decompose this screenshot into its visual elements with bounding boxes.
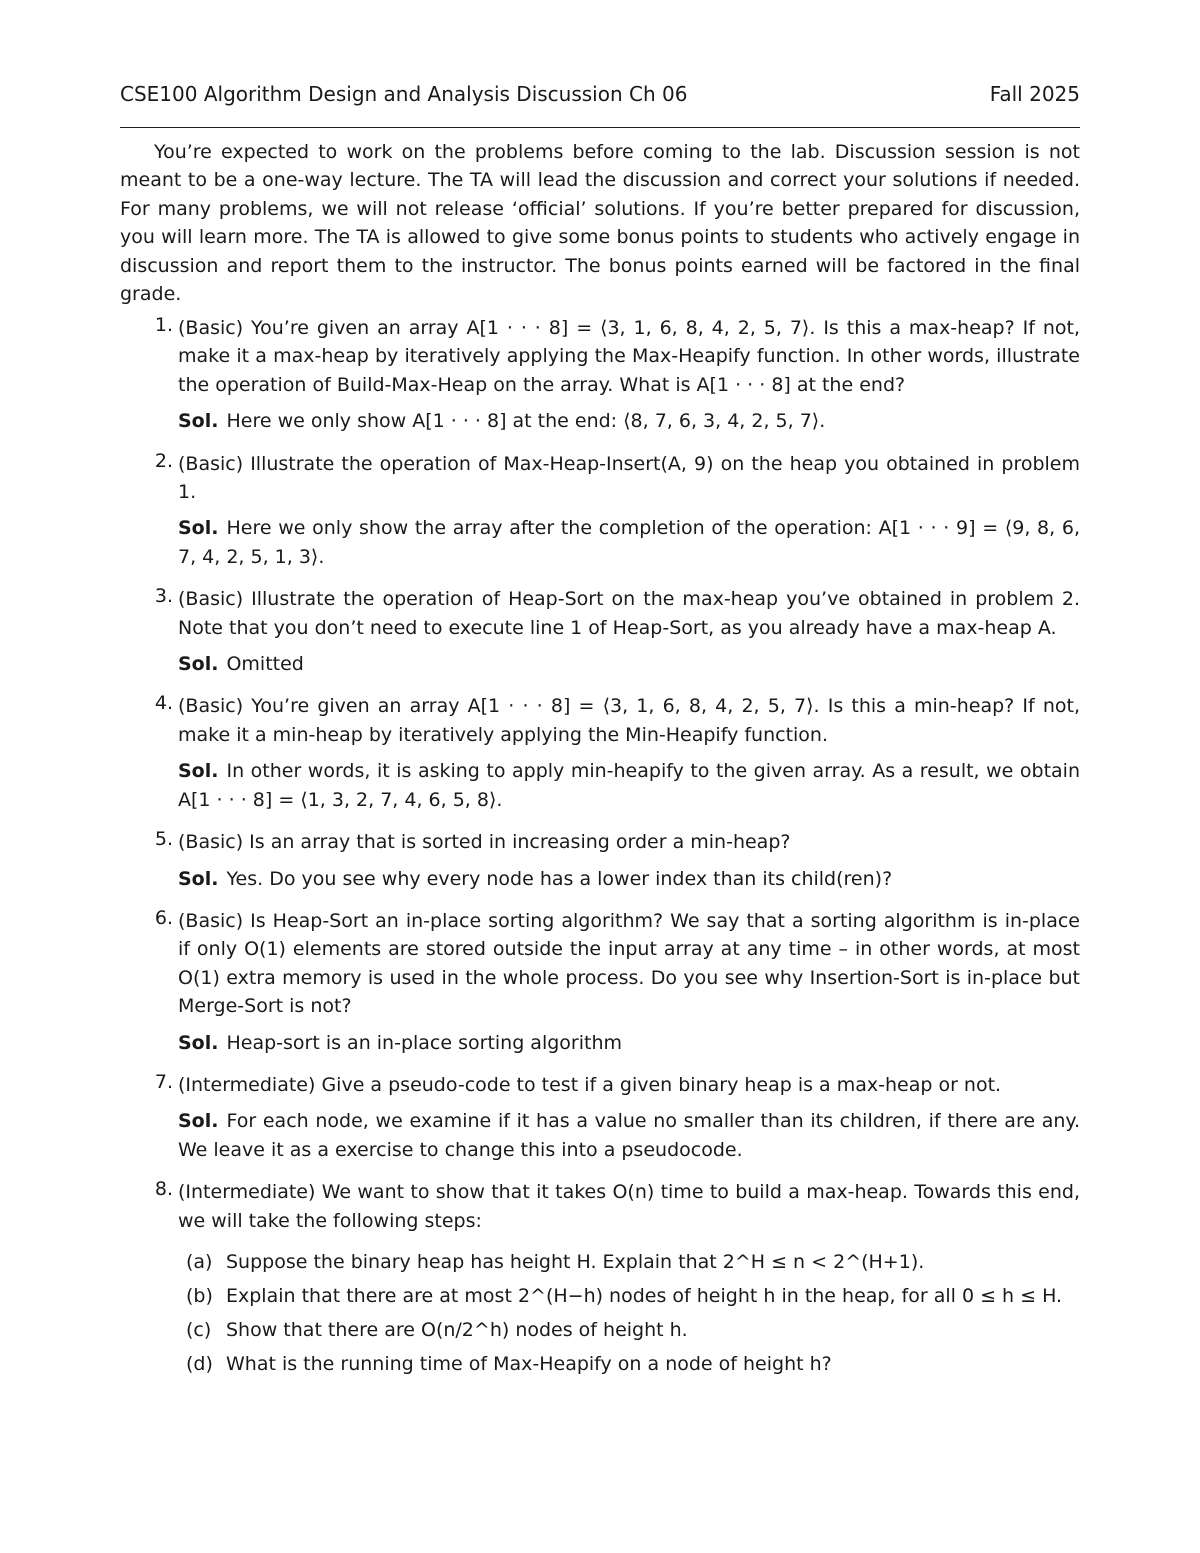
problem-number: 2. bbox=[154, 449, 173, 472]
solution bbox=[178, 1107, 1080, 1164]
problem-number: 4. bbox=[154, 692, 173, 715]
problem-item bbox=[120, 585, 1080, 678]
term: Fall 2025 bbox=[989, 82, 1080, 106]
solution-label: Sol. bbox=[178, 410, 219, 433]
problem-question: (Basic) Illustrate the operation of Heap-Sort on the max-heap you’ve obtained in problem 2. Note that you don’t need to execute line 1 of Heap-Sort, as you already have a max-heap A. bbox=[178, 588, 1080, 639]
problem-question: (Intermediate) We want to show that it takes O(n) time to build a max-heap. Towards this end, we will take the following steps: bbox=[178, 1181, 1080, 1232]
subpart-letter: (a) bbox=[186, 1250, 213, 1273]
solution-label: Sol. bbox=[178, 653, 219, 676]
problem-item bbox=[120, 692, 1080, 814]
problem-number: 1. bbox=[154, 314, 173, 336]
problem-question: (Basic) You’re given an array A[1 · · · 8] = ⟨3, 1, 6, 8, 4, 2, 5, 7⟩. Is this a max-heap? If not, make it a max-heap by iteratively applying the Max-Heapify function. In other words, illustrate the operation of Build-Max-Heap on the array. What is A[1 · · · 8] at the end? bbox=[178, 317, 1080, 396]
solution bbox=[178, 650, 1080, 678]
solution bbox=[178, 514, 1080, 571]
problem-question: (Basic) Is Heap-Sort an in-place sorting algorithm? We say that a sorting algorithm is in-place if only O(1) elements are stored outside the input array at any time – in other words, at most O(1) extra memory is used in the whole process. Do you see why Insertion-Sort is in-place but Merge-Sort is not? bbox=[178, 909, 1080, 1018]
problem-item bbox=[120, 450, 1080, 572]
problem-number: 3. bbox=[154, 585, 173, 608]
subpart-letter: (d) bbox=[186, 1352, 213, 1375]
subpart-text: Show that there are O(n/2^h) nodes of height h. bbox=[226, 1318, 688, 1341]
subpart-letter: (c) bbox=[186, 1318, 212, 1341]
solution bbox=[178, 407, 1080, 435]
problem-question: (Basic) You’re given an array A[1 · · · 8] = ⟨3, 1, 6, 8, 4, 2, 5, 7⟩. Is this a min-heap? If not, make it a min-heap by iteratively applying the Min-Heapify function. bbox=[178, 695, 1080, 746]
solution-text: In other words, it is asking to apply min-heapify to the given array. As a result, we obtain A[1 · · · 8] = ⟨1, 3, 2, 7, 4, 6, 5, 8⟩. bbox=[178, 760, 1080, 811]
subpart-item bbox=[178, 1245, 1080, 1279]
problem-question: (Basic) Is an array that is sorted in increasing order a min-heap? bbox=[178, 831, 791, 854]
solution-text: Yes. Do you see why every node has a lower index than its child(ren)? bbox=[226, 867, 893, 890]
problem-item bbox=[120, 314, 1080, 436]
solution-label: Sol. bbox=[178, 867, 219, 890]
subpart-letter: (b) bbox=[186, 1284, 213, 1307]
intro-paragraph: You’re expected to work on the problems before coming to the lab. Discussion session is not meant to be a one-way lecture. The TA will lead the discussion and correct your solutions if needed. For many problems, we will not release ‘official’ solutions. If you’re better prepared for discussion, you will learn more. The TA is allowed to give some bonus points to students who actively engage in discussion and report them to the instructor. The bonus points earned will be factored in the final grade. bbox=[120, 141, 1080, 306]
problem-question: (Basic) Illustrate the operation of Max-Heap-Insert(A, 9) on the heap you obtained in problem 1. bbox=[178, 452, 1080, 504]
solution-text: Here we only show A[1 · · · 8] at the end: ⟨8, 7, 6, 3, 4, 2, 5, 7⟩. bbox=[226, 410, 826, 433]
problem-item bbox=[120, 1071, 1080, 1164]
solution-text: Omitted bbox=[226, 653, 304, 676]
solution bbox=[178, 1029, 1080, 1057]
problem-number: 7. bbox=[154, 1070, 173, 1093]
subpart-item bbox=[178, 1279, 1080, 1313]
subpart-text: Suppose the binary heap has height H. Explain that 2^H ≤ n < 2^(H+1). bbox=[226, 1250, 925, 1273]
problem-number: 8. bbox=[154, 1178, 173, 1201]
problem-question: (Intermediate) Give a pseudo-code to test if a given binary heap is a max-heap or not. bbox=[178, 1073, 1002, 1096]
solution-label: Sol. bbox=[178, 517, 219, 540]
solution bbox=[178, 865, 1080, 893]
solution bbox=[178, 757, 1080, 814]
solution-text: Here we only show the array after the completion of the operation: A[1 · · · 9] = ⟨9, 8, 6, 7, 4, 2, 5, 1, 3⟩. bbox=[178, 517, 1080, 568]
problem-list bbox=[120, 314, 1080, 1395]
subpart-text: What is the running time of Max-Heapify on a node of height h? bbox=[226, 1352, 832, 1375]
course-title: CSE100 Algorithm Design and Analysis Discussion Ch 06 bbox=[120, 82, 688, 106]
problem-item bbox=[120, 907, 1080, 1057]
solution-label: Sol. bbox=[178, 760, 219, 783]
page-header bbox=[120, 82, 1080, 106]
problem-item bbox=[120, 1178, 1080, 1381]
subpart-list bbox=[178, 1245, 1080, 1381]
header-rule bbox=[120, 127, 1080, 128]
solution-text: Heap-sort is an in-place sorting algorithm bbox=[226, 1031, 623, 1054]
solution-label: Sol. bbox=[178, 1031, 219, 1054]
subpart-item bbox=[178, 1347, 1080, 1381]
problem-item bbox=[120, 828, 1080, 893]
subpart-item bbox=[178, 1313, 1080, 1347]
solution-label: Sol. bbox=[178, 1110, 219, 1133]
subpart-text: Explain that there are at most 2^(H−h) nodes of height h in the heap, for all 0 ≤ h ≤ H. bbox=[226, 1284, 1063, 1307]
problem-number: 5. bbox=[154, 828, 173, 851]
solution-text: For each node, we examine if it has a value no smaller than its children, if there are any. We leave it as a exercise to change this into a pseudocode. bbox=[178, 1110, 1080, 1161]
problem-number: 6. bbox=[154, 906, 173, 929]
